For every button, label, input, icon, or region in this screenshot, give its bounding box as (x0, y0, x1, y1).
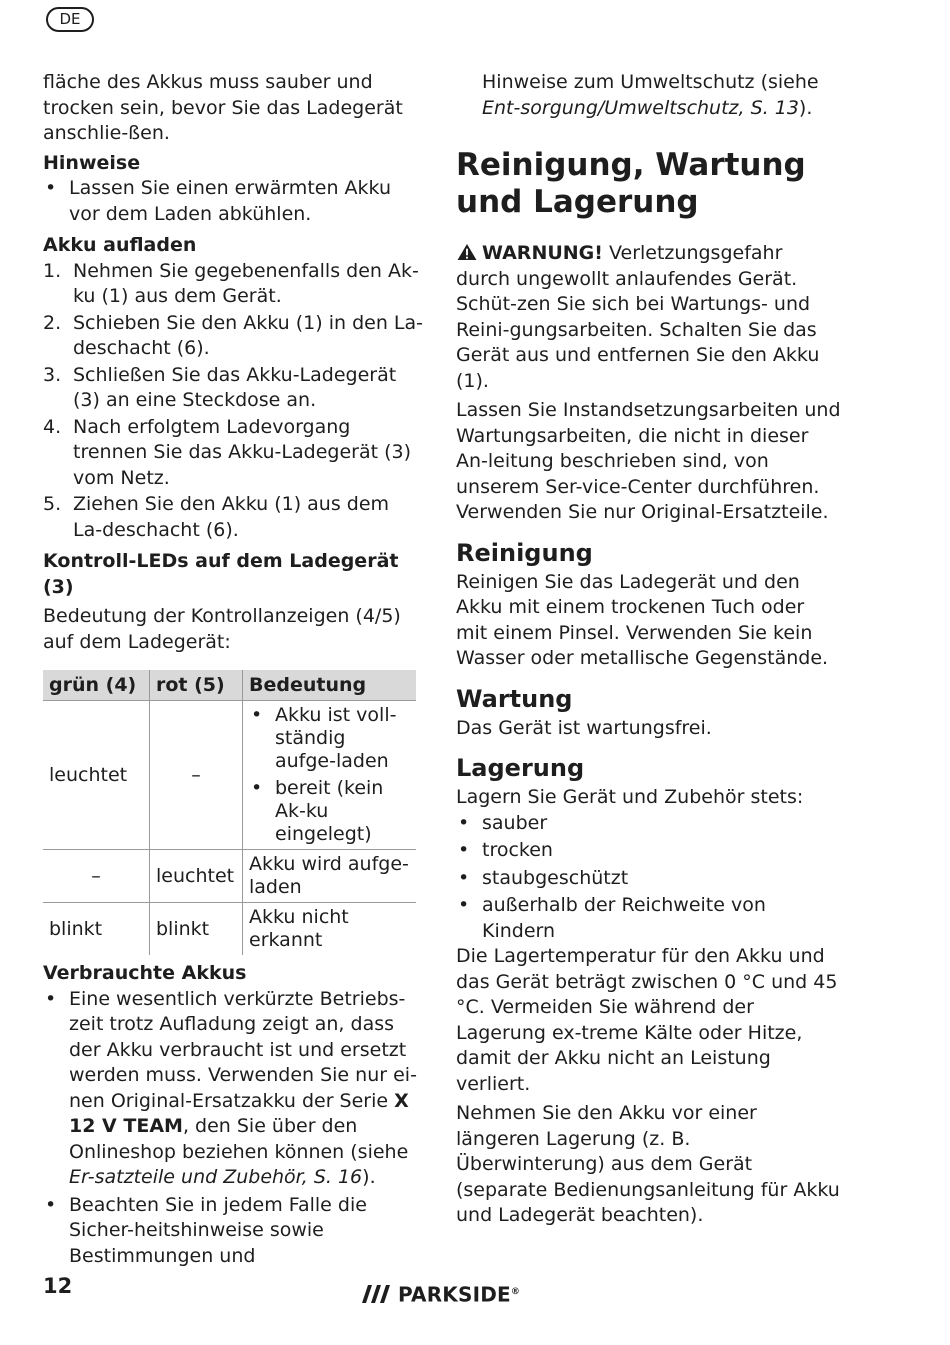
lagerung-winter-text: Nehmen Sie den Akku vor einer längeren Lagerung (z. B. Überwinterung) aus dem Gerät (separate Bedienungsanleitung für Akku und Ladegerät beachten). (456, 1102, 840, 1226)
table-row (43, 850, 416, 903)
column-header: grün (4) (43, 670, 150, 701)
step-item: 4. Nach erfolgtem Ladevorgang trennen Sie das Akku-Ladegerät (3) vom Netz. (43, 415, 412, 489)
table-row (43, 903, 416, 956)
cross-reference: Ent-sorgung/Umweltschutz, S. 13 (482, 96, 799, 119)
table-cell: Akku nicht erkannt (243, 903, 417, 956)
warning-paragraph: WARNUNG! Verletzungsgefahr durch ungewollt anlaufendes Gerät. Schüt-zen Sie sich bei Wartungs- und Reini-gungsarbeiten. Schalten Sie das Gerät aus und entfernen Sie den Akku (1). (456, 242, 820, 392)
series-name: X 12 V TEAM (69, 1089, 409, 1137)
page-number: 12 (43, 1274, 73, 1298)
reinigung-text: Reinigen Sie das Ladegerät und den Akku mit einem trockenen Tuch oder mit einem Pinsel. Verwenden Sie kein Wasser oder metallische Gegenstände. (456, 570, 829, 669)
table-cell: Akku wird aufge-laden (243, 850, 417, 903)
verbraucht-list (43, 987, 423, 1270)
step-item: 5. Ziehen Sie den Akku (1) aus dem La-deschacht (6). (43, 493, 390, 541)
continued-text: Hinweise zum Umweltschutz (siehe Ent-sorgung/Umweltschutz, S. 13). (482, 71, 819, 119)
brand-name: PARKSIDE® (398, 1282, 521, 1307)
right-column (456, 70, 841, 1229)
list-item: • außerhalb der Reichweite von Kindern (456, 893, 841, 944)
leds-heading: Kontroll-LEDs auf dem Ladegerät (3) (43, 550, 399, 598)
table-cell: – (43, 850, 150, 903)
list-item: • sauber (456, 811, 841, 837)
warning-label: WARNUNG! (482, 242, 603, 264)
warning-triangle-icon (456, 243, 478, 261)
list-item: • staubgeschützt (456, 866, 841, 892)
step-item: 1. Nehmen Sie gegebenenfalls den Ak-ku (1) aus dem Gerät. (43, 259, 419, 307)
reinigung-heading: Reinigung (456, 538, 593, 567)
wartung-text: Das Gerät ist wartungsfrei. (456, 716, 712, 739)
section-title: Reinigung, Wartung und Lagerung (456, 147, 806, 220)
table-cell: leuchtet (43, 701, 150, 850)
table-cell: blinkt (150, 903, 243, 956)
table-cell (243, 701, 417, 850)
table-cell: leuchtet (150, 850, 243, 903)
list-item: • Akku ist voll-ständig aufge-laden (249, 704, 410, 773)
repair-text: Lassen Sie Instandsetzungsarbeiten und Wartungsarbeiten, die nicht in dieser An-leitung beschrieben sind, von unserem Ser-vice-Center durchführen. Verwenden Sie nur Original-Ersatzteile. (456, 399, 841, 523)
language-badge: DE (46, 7, 94, 32)
table-cell: blinkt (43, 903, 150, 956)
column-header: rot (5) (150, 670, 243, 701)
lagerung-list (456, 811, 841, 945)
verbraucht-heading: Verbrauchte Akkus (43, 962, 247, 984)
brand-stripes-icon (362, 1284, 392, 1304)
step-item: 2. Schieben Sie den Akku (1) in den La-deschacht (6). (43, 311, 423, 359)
table-cell: – (150, 701, 243, 850)
leds-intro: Bedeutung der Kontrollanzeigen (4/5) auf dem Ladegerät: (43, 605, 401, 653)
step-item: 3. Schließen Sie das Akku-Ladegerät (3) an eine Steckdose an. (43, 363, 397, 411)
left-column (43, 70, 423, 1269)
list-item: • trocken (456, 838, 841, 864)
table-header-row (43, 670, 416, 701)
led-table (43, 670, 416, 955)
hinweise-list (43, 176, 423, 227)
column-header: Bedeutung (243, 670, 417, 701)
aufladen-steps (43, 259, 423, 544)
hinweise-heading: Hinweise (43, 151, 141, 174)
lagerung-heading: Lagerung (456, 754, 585, 782)
intro-text: fläche des Akkus muss sauber und trocken sein, bevor Sie das Ladegerät anschlie-ßen. (43, 71, 403, 144)
brand-logo (362, 1282, 520, 1306)
wartung-heading: Wartung (456, 684, 573, 713)
list-item: • Beachten Sie in jedem Falle die Sicher-heitshinweise sowie Bestimmungen und (43, 1193, 423, 1270)
table-row (43, 701, 416, 850)
meaning-list (249, 704, 410, 846)
list-item: • bereit (kein Ak-ku eingelegt) (249, 777, 410, 846)
list-item: • Eine wesentlich verkürzte Betriebs-zeit trotz Aufladung zeigt an, dass der Akku verbraucht ist und ersetzt werden muss. Verwenden Sie nur ei-nen Original-Ersatzakku der Serie X 12 V TEAM, den Sie über den Onlineshop beziehen können (siehe Er-satzteile und Zubehör, S. 16). (43, 987, 423, 1191)
lagerung-intro: Lagern Sie Gerät und Zubehör stets: (456, 786, 804, 808)
lagerung-temperature-text: Die Lagertemperatur für den Akku und das Gerät beträgt zwischen 0 °C und 45 °C. Vermeiden Sie während der Lagerung ex-treme Kälte oder Hitze, damit der Akku nicht an Leistung verliert. (456, 945, 838, 1095)
list-item: • Lassen Sie einen erwärmten Akku vor dem Laden abkühlen. (43, 176, 423, 227)
aufladen-heading: Akku aufladen (43, 234, 197, 256)
cross-reference: Er-satzteile und Zubehör, S. 16 (69, 1166, 363, 1188)
